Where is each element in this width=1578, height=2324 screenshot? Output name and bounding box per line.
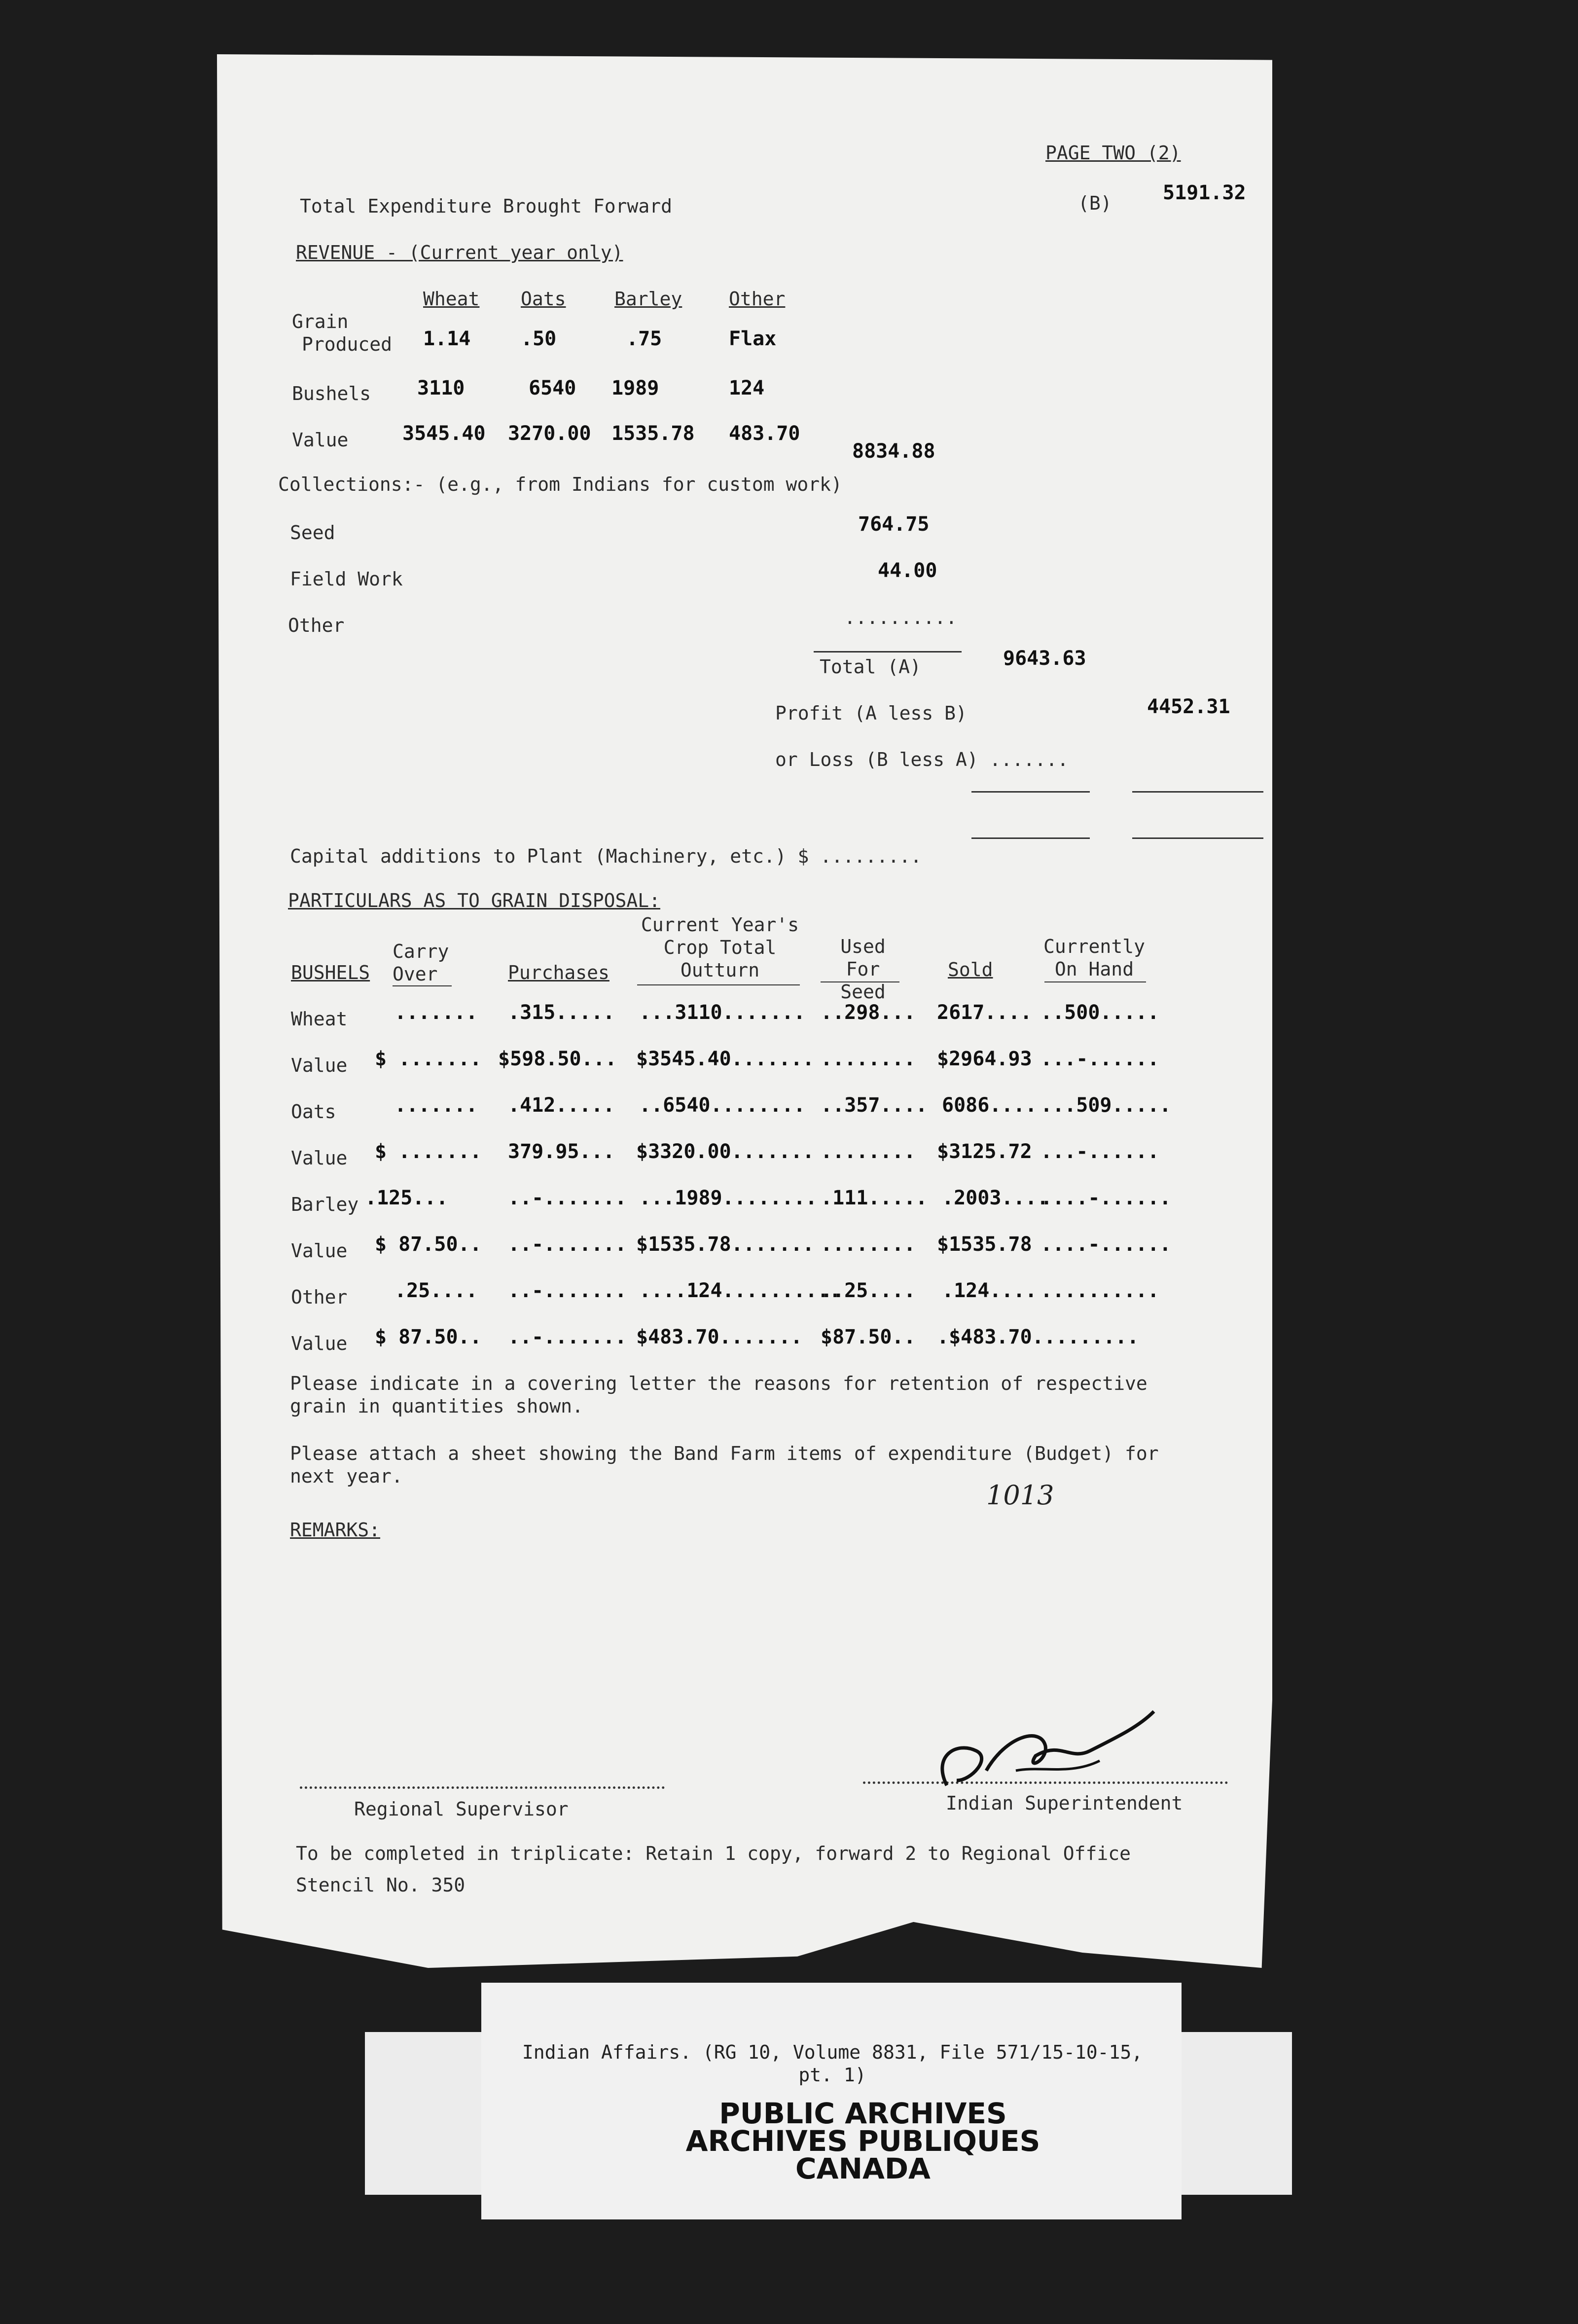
other-label: Other — [288, 615, 345, 636]
handwritten-signature — [912, 1697, 1169, 1805]
row-seed: ........ — [821, 1140, 916, 1163]
bushels-label: Bushels — [292, 383, 371, 404]
bushels-wheat: 3110 — [417, 377, 465, 399]
row-carry: .125... — [365, 1187, 448, 1209]
field-work-value: 44.00 — [878, 559, 937, 582]
profit-value: 4452.31 — [1147, 695, 1230, 718]
grain-label: Grain — [292, 311, 349, 332]
row-on-hand: ...-...... — [1040, 1140, 1159, 1163]
row-on-hand: ...-...... — [1040, 1048, 1159, 1070]
row-label: Oats — [291, 1101, 336, 1123]
total-a-value: 9643.63 — [1003, 647, 1086, 670]
remarks-label: REMARKS: — [290, 1519, 381, 1541]
archive-line-3: CANADA — [795, 2152, 931, 2185]
value-label: Value — [292, 429, 349, 451]
hdr-seed-rule — [821, 981, 899, 982]
produced-label: Produced — [302, 333, 393, 355]
produced-barley: .75 — [626, 327, 662, 350]
row-sold: .124.... — [942, 1279, 1037, 1302]
row-on-hand: ....-...... — [1040, 1233, 1171, 1256]
indian-superintendent-label: Indian Superintendent — [946, 1792, 1183, 1814]
value-other: 483.70 — [729, 422, 800, 445]
row-crop: ..6540........ — [639, 1094, 806, 1117]
revenue-total: 8834.88 — [852, 440, 935, 463]
row-carry: ....... — [394, 1094, 478, 1117]
row-sold: $2964.93 — [937, 1048, 1032, 1070]
produced-oats: .50 — [521, 327, 557, 350]
produced-wheat: 1.14 — [423, 327, 471, 350]
row-crop: $1535.78....... — [636, 1233, 815, 1256]
row-carry: $ 87.50.. — [375, 1233, 482, 1256]
row-label: Barley — [291, 1194, 359, 1215]
row-purchases: ..-....... — [508, 1326, 627, 1348]
row-sold: $3125.72 — [937, 1140, 1032, 1163]
row-sold: .$483.70......... — [937, 1326, 1139, 1348]
row-purchases: ..-....... — [508, 1279, 627, 1302]
hdr-crop-rule — [637, 984, 800, 985]
hdr-crop: Current Year's Crop Total Outturn — [641, 914, 799, 981]
produced-other: Flax — [729, 327, 777, 350]
value-wheat: 3545.40 — [402, 422, 486, 445]
archive-line-1: PUBLIC ARCHIVES — [719, 2097, 1007, 2130]
revenue-heading: REVENUE - (Current year only) — [296, 242, 623, 263]
row-seed: ........ — [821, 1233, 916, 1256]
row-on-hand: ..500..... — [1040, 1001, 1159, 1024]
row-sold: 2617.... — [937, 1001, 1032, 1024]
value-barley: 1535.78 — [611, 422, 695, 445]
row-crop: ....124.......... — [639, 1279, 841, 1302]
seed-value: 764.75 — [858, 513, 930, 536]
hdr-on-hand: Currently On Hand — [1043, 936, 1145, 980]
note-covering-letter: Please indicate in a covering letter the reasons for retention of respective grain in quantities shown. — [290, 1373, 1148, 1417]
row-seed: .111..... — [821, 1187, 928, 1209]
row-purchases: .315..... — [508, 1001, 615, 1024]
row-crop: $3545.40....... — [636, 1048, 815, 1070]
row-crop: ...3110....... — [639, 1001, 806, 1024]
loss-rule-2 — [1132, 791, 1263, 793]
loss-rule-1 — [971, 791, 1090, 793]
row-carry: .25.... — [394, 1279, 478, 1302]
row-seed: ..25.... — [821, 1279, 916, 1302]
row-crop: $483.70....... — [636, 1326, 803, 1348]
row-seed: ..298... — [821, 1001, 916, 1024]
triplicate-instruction: To be completed in triplicate: Retain 1 copy, forward 2 to Regional Office — [296, 1843, 1131, 1864]
bushels-other: 124 — [729, 377, 765, 399]
profit-label: Profit (A less B) — [775, 702, 967, 724]
row-carry: $ 87.50.. — [375, 1326, 482, 1348]
row-crop: ...1989........ — [639, 1187, 818, 1209]
row-on-hand: ...509..... — [1040, 1094, 1171, 1117]
archive-line-2: ARCHIVES PUBLIQUES — [685, 2124, 1040, 2158]
row-purchases: $598.50... — [498, 1048, 617, 1070]
bushels-barley: 1989 — [611, 377, 659, 399]
row-carry: ....... — [394, 1001, 478, 1024]
row-label: Value — [291, 1147, 348, 1169]
row-purchases: ..-....... — [508, 1187, 627, 1209]
row-carry: $ ....... — [375, 1048, 482, 1070]
hdr-carry-rule — [393, 985, 452, 986]
loss-rule-4 — [1132, 837, 1263, 839]
row-on-hand: ....-...... — [1040, 1187, 1171, 1209]
regional-supervisor-label: Regional Supervisor — [354, 1798, 569, 1820]
col-barley: Barley — [614, 288, 682, 310]
hdr-bushels: BUSHELS — [291, 962, 370, 983]
row-sold: $1535.78 — [937, 1233, 1032, 1256]
row-label: Other — [291, 1286, 348, 1308]
row-purchases: 379.95... — [508, 1140, 615, 1163]
row-sold: 6086.... — [942, 1094, 1037, 1117]
row-purchases: .412..... — [508, 1094, 615, 1117]
hdr-purchases: Purchases — [508, 962, 610, 983]
hdr-carry-over: Carry Over — [393, 941, 449, 985]
loss-rule-3 — [971, 837, 1090, 839]
collections-heading: Collections:- (e.g., from Indians for custom work) — [278, 473, 842, 495]
b-value: 5191.32 — [1163, 182, 1246, 204]
row-purchases: ..-....... — [508, 1233, 627, 1256]
row-seed: ........ — [821, 1048, 916, 1070]
disposal-heading: PARTICULARS AS TO GRAIN DISPOSAL: — [288, 890, 660, 911]
row-label: Wheat — [291, 1008, 348, 1030]
hdr-used-seed: Used For Seed — [840, 936, 886, 1003]
capital-label: Capital additions to Plant (Machinery, etc.) $ ......... — [290, 845, 922, 867]
col-oats: Oats — [521, 288, 566, 310]
col-wheat: Wheat — [423, 288, 480, 310]
col-other: Other — [729, 288, 786, 310]
stencil-number: Stencil No. 350 — [296, 1874, 466, 1896]
total-rule — [814, 651, 962, 653]
value-oats: 3270.00 — [508, 422, 591, 445]
field-work-label: Field Work — [290, 568, 403, 590]
row-carry: $ ....... — [375, 1140, 482, 1163]
row-label: Value — [291, 1333, 348, 1354]
archive-citation: Indian Affairs. (RG 10, Volume 8831, File 571/15-10-15, pt. 1) — [522, 2041, 1143, 2086]
row-sold: .2003.... — [942, 1187, 1049, 1209]
row-crop: $3320.00....... — [636, 1140, 815, 1163]
handwritten-number: 1013 — [986, 1480, 1054, 1511]
page-number: PAGE TWO (2) — [1045, 142, 1181, 164]
total-a-label: Total (A) — [820, 656, 921, 678]
row-seed: ..357.... — [821, 1094, 928, 1117]
other-dots: .......... — [844, 607, 957, 628]
bushels-oats: 6540 — [529, 377, 576, 399]
row-label: Value — [291, 1240, 348, 1262]
hdr-hand-rule — [1044, 981, 1146, 982]
seed-label: Seed — [290, 522, 335, 544]
row-label: Value — [291, 1054, 348, 1076]
hdr-sold: Sold — [948, 959, 993, 980]
note-budget-sheet: Please attach a sheet showing the Band Farm items of expenditure (Budget) for next year. — [290, 1443, 1159, 1487]
regional-signature-line — [300, 1786, 665, 1789]
loss-label: or Loss (B less A) ....... — [775, 749, 1069, 770]
total-forward-label: Total Expenditure Brought Forward — [300, 195, 672, 217]
row-seed: $87.50.. — [821, 1326, 916, 1348]
b-label: (B) — [1078, 192, 1112, 214]
row-on-hand: .......... — [1040, 1279, 1159, 1302]
